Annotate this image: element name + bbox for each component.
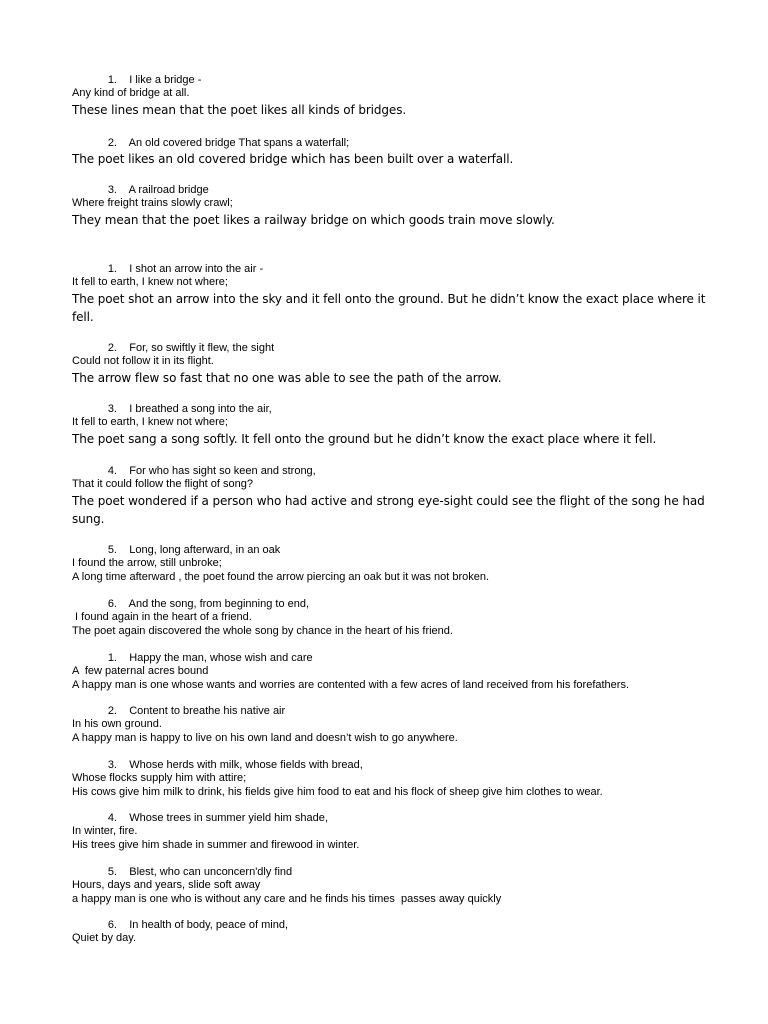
numbered-verse-line [72,137,712,150]
verse-line: Whose trees in summer yield him shade, [129,812,328,824]
explanation: A long time afterward , the poet found the arrow piercing an oak but it was not broken. [72,570,490,583]
explanation: a happy man is one who is without any care and he finds his times passes away quickly [72,892,502,905]
verse-line: I shot an arrow into the air - [129,263,264,275]
verse-line: That it could follow the flight of song? [72,478,253,490]
numbered-verse-line [72,812,712,825]
verse-number: 1. [107,263,117,275]
explanation: The poet wondered if a person who had active and strong eye-sight could see the flight of the song he had sung. [72,493,705,526]
verse-block [72,184,712,229]
verse-number: 4. [107,465,117,477]
numbered-verse-line [72,403,712,416]
verse-line: Any kind of bridge at all. [72,87,190,99]
verse-number: 3. [107,184,117,196]
verse-line: I like a bridge - [129,74,202,86]
numbered-verse-line [72,465,712,478]
verse-line: I breathed a song into the air, [129,403,272,415]
verse-block [72,403,712,448]
verse-line: I found again in the heart of a friend. [72,611,252,623]
verse-line: Where freight trains slowly crawl; [72,197,233,209]
verse-number: 1. [107,652,117,664]
verse-block [72,342,712,387]
verse-block [72,812,712,852]
explanation: The poet likes an old covered bridge which has been built over a waterfall. [72,152,514,166]
verse-block [72,598,712,638]
explanation: A happy man is happy to live on his own land and doesn’t wish to go anywhere. [72,731,458,744]
verse-line: Happy the man, whose wish and care [129,652,313,664]
verse-number: 2. [107,342,117,354]
explanation: The poet again discovered the whole song by chance in the heart of his friend. [72,624,453,637]
verse-block [72,652,712,692]
verse-line: Hours, days and years, slide soft away [72,879,261,891]
explanation: They mean that the poet likes a railway bridge on which goods train move slowly. [72,212,555,227]
numbered-verse-line [72,866,712,879]
verse-line: For, so swiftly it flew, the sight [129,342,275,354]
verse-number: 2. [107,137,117,149]
numbered-verse-line [72,919,712,932]
verse-line: A few paternal acres bound [72,665,209,677]
verse-line: In his own ground. [72,718,162,730]
verse-number: 2. [107,705,117,717]
verse-block [72,705,712,745]
verse-line: In health of body, peace of mind, [129,919,289,931]
verse-line: It fell to earth, I knew not where; [72,416,228,428]
numbered-verse-line [72,759,712,772]
explanation: His trees give him shade in summer and firewood in winter. [72,838,360,851]
verse-line: For who has sight so keen and strong, [129,465,316,477]
verse-line: In winter, fire. [72,825,138,837]
verse-block [72,137,712,169]
numbered-verse-line [72,598,712,611]
verse-line: A railroad bridge [128,184,209,196]
verse-line: I found the arrow, still unbroke; [72,557,222,569]
numbered-verse-line [72,705,712,718]
verse-number: 5. [107,544,117,556]
verse-number: 5. [107,866,117,878]
verse-block [72,263,712,327]
numbered-verse-line [72,74,712,87]
verse-number: 3. [107,403,117,415]
verse-number: 6. [107,598,117,610]
explanation: A happy man is one whose wants and worries are contented with a few acres of land received from his forefathers. [72,678,630,691]
verse-line: And the song, from beginning to end, [128,598,310,610]
numbered-verse-line [72,184,712,197]
verse-block [72,866,712,906]
explanation: His cows give him milk to drink, his fields give him food to eat and his flock of sheep give him clothes to wear. [72,785,603,798]
explanation: The arrow flew so fast that no one was able to see the path of the arrow. [72,370,502,385]
explanation: The poet sang a song softly. It fell onto the ground but he didn’t know the exact place where it fell. [72,431,657,446]
verse-number: 3. [107,759,117,771]
explanation: These lines mean that the poet likes all kinds of bridges. [72,102,407,117]
verse-block [72,465,712,529]
verse-number: 4. [107,812,117,824]
verse-line: Whose flocks supply him with attire; [72,772,247,784]
numbered-verse-line [72,342,712,355]
verse-line: It fell to earth, I knew not where; [72,276,228,288]
numbered-verse-line [72,652,712,665]
verse-block [72,544,712,584]
verse-number: 6. [107,919,117,931]
verse-line: An old covered bridge That spans a waterfall; [128,137,350,149]
explanation: The poet shot an arrow into the sky and it fell onto the ground. But he didn’t know the exact place where it fell. [72,291,706,324]
numbered-verse-line [72,544,712,557]
verse-line: Quiet by day. [72,932,136,944]
verse-block [72,919,712,946]
verse-line: Could not follow it in its flight. [72,355,214,367]
verse-line: Long, long afterward, in an oak [129,544,281,556]
numbered-verse-line [72,263,712,276]
verse-line: Whose herds with milk, whose fields with bread, [129,759,363,771]
verse-block [72,74,712,119]
verse-line: Content to breathe his native air [129,705,286,717]
verse-number: 1. [107,74,117,86]
verse-block [72,759,712,799]
verse-line: Blest, who can unconcern'dly find [129,866,293,878]
